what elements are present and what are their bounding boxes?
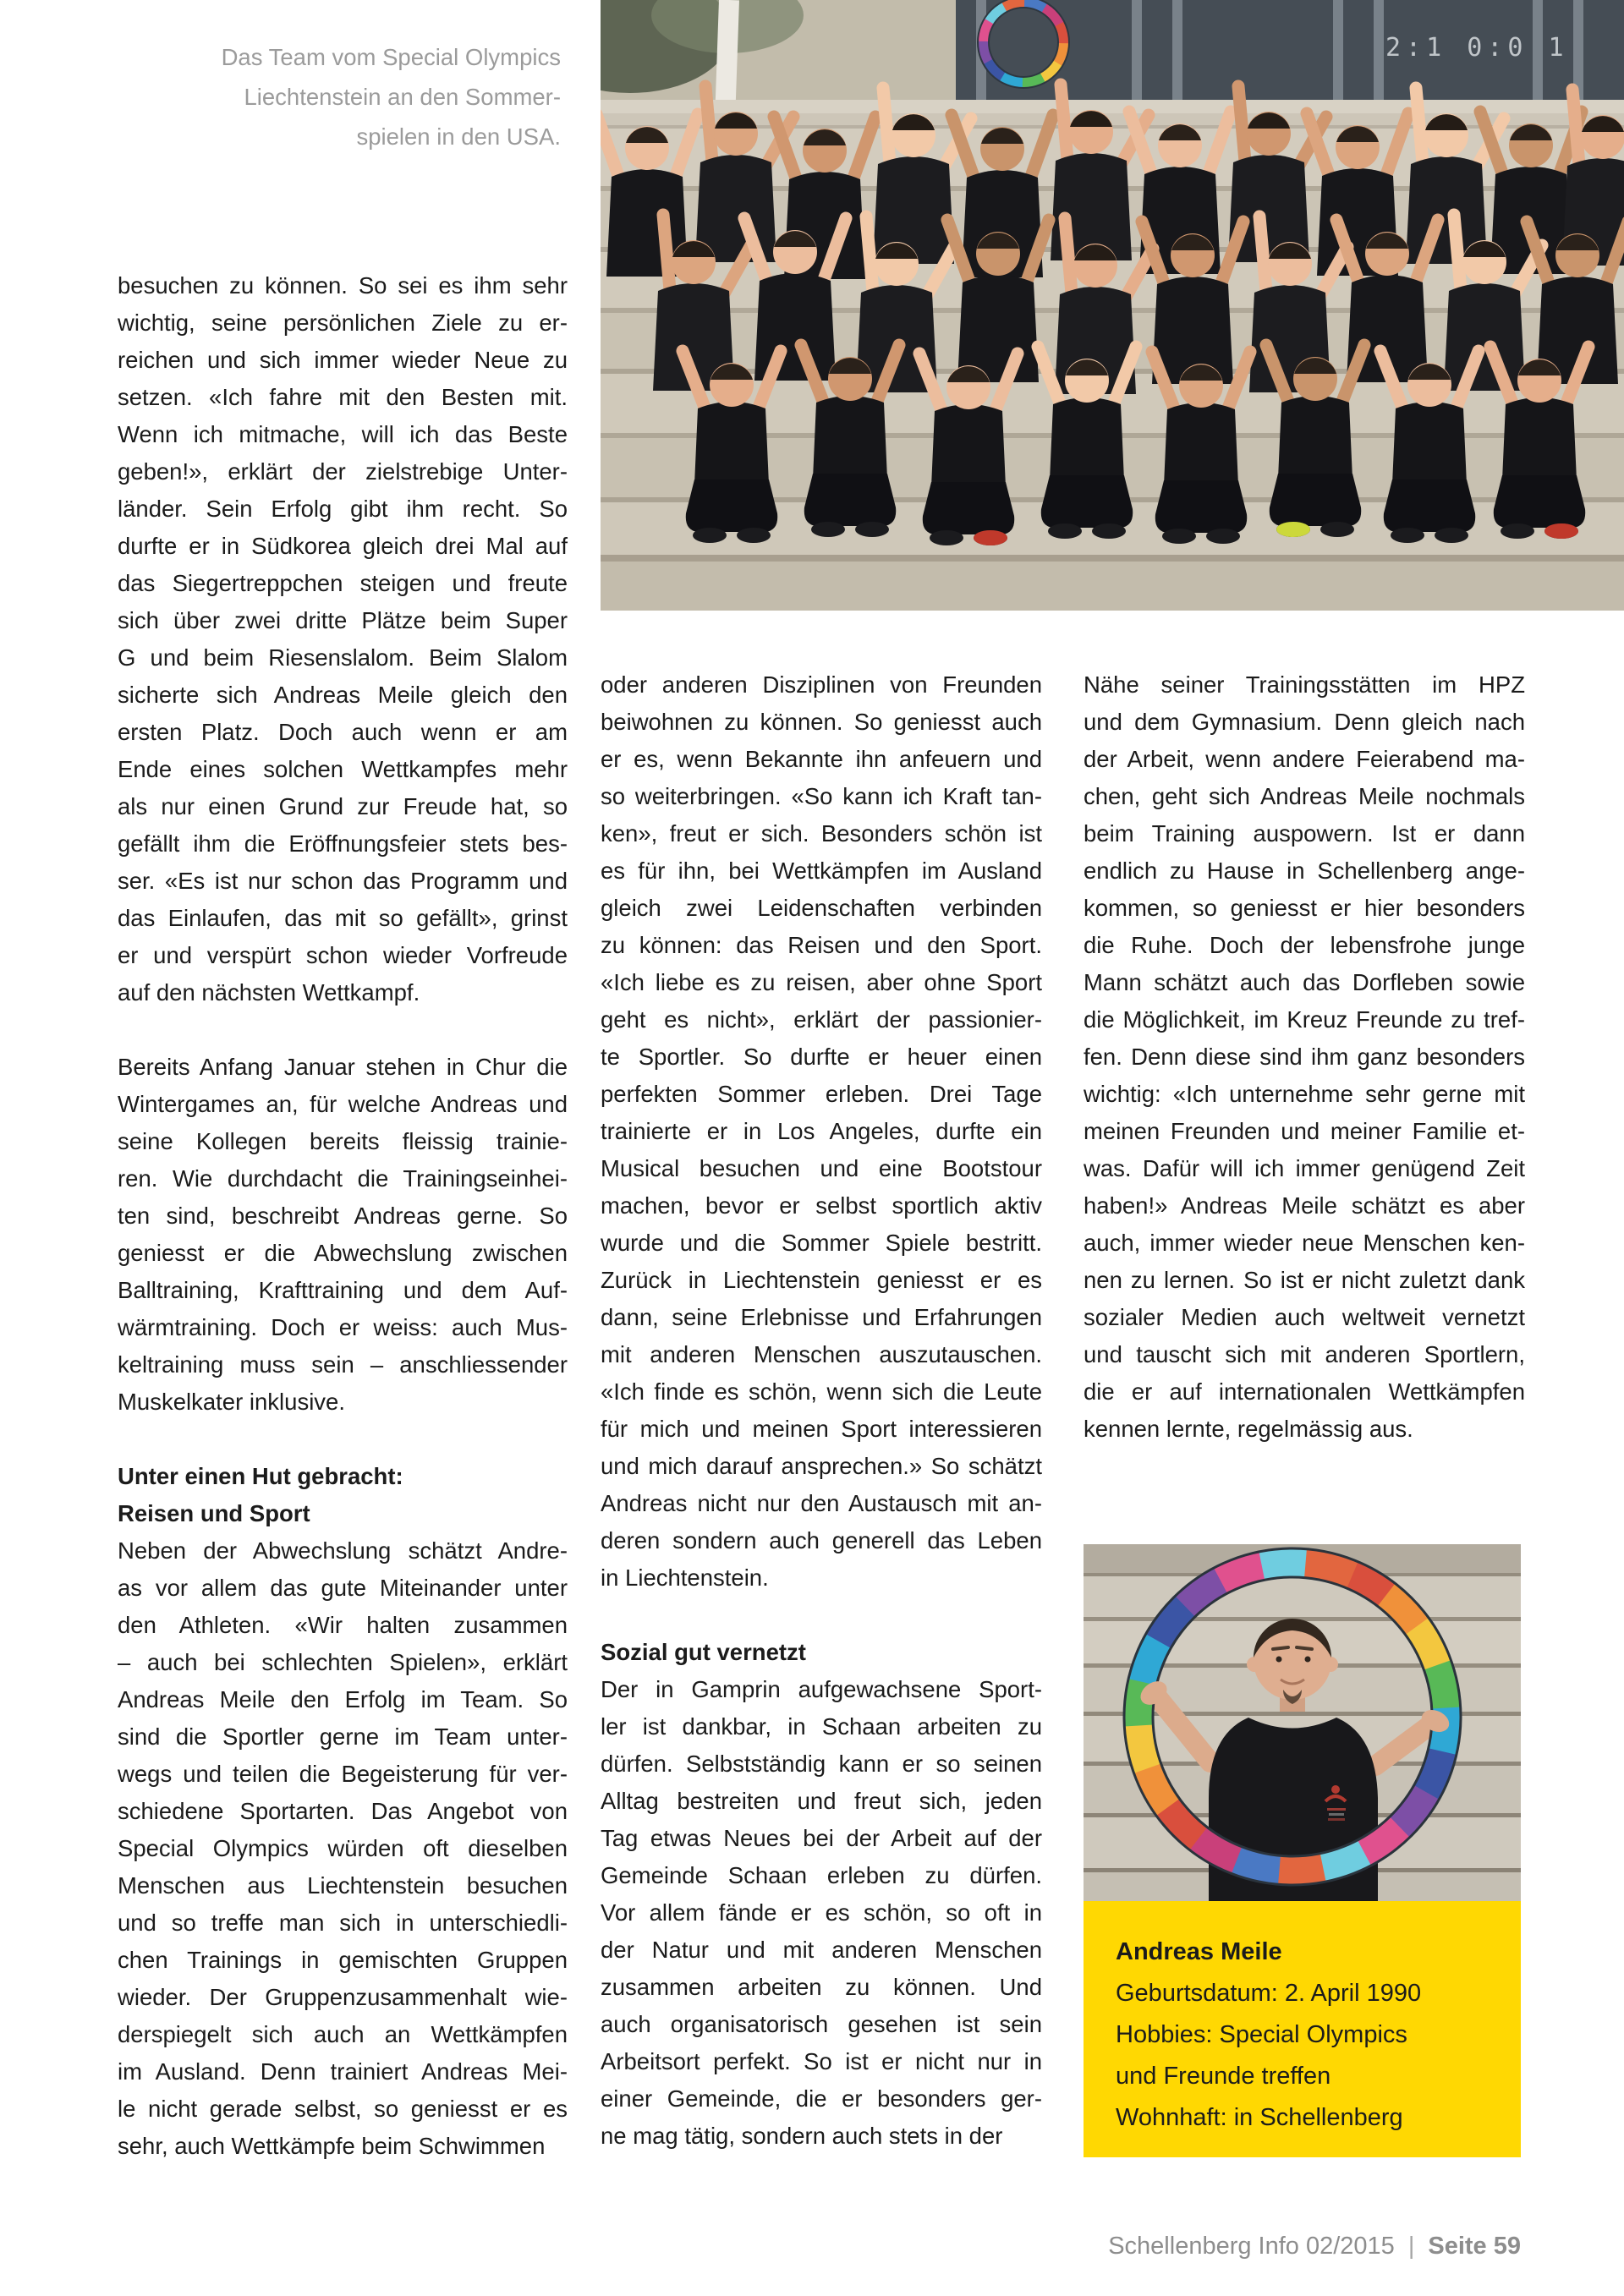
- text-line: sind die Sportler gerne im Team unter-: [118, 1723, 568, 1750]
- text-line: keltraining muss sein – anschliessender: [118, 1351, 568, 1378]
- text-line: Alltag bestreiten und freut sich, jeden: [601, 1788, 1042, 1814]
- text-line: die er auf internationalen Wettkämpfen: [1084, 1378, 1525, 1405]
- portrait-photo-illustration: [1084, 1544, 1521, 1901]
- text-line: sozialer Medien auch weltweit vernetzt: [1084, 1304, 1525, 1330]
- text-line: auch, immer wieder neue Menschen ken-: [1084, 1230, 1525, 1256]
- text-line: geniesst er die Abwechslung zwischen: [118, 1240, 568, 1266]
- text-line: derspiegelt sich auch an Wettkämpfen: [118, 2021, 568, 2047]
- text-line: die Ruhe. Doch der lebensfrohe junge: [1084, 932, 1525, 958]
- text-line: Muskelkater inklusive.: [118, 1389, 345, 1415]
- text-line: einer Gemeinde, die er besonders ger-: [601, 2085, 1042, 2112]
- text-line: Menschen aus Liechtenstein besuchen: [118, 1872, 568, 1899]
- article-section: [601, 1634, 1042, 2155]
- page-footer: [0, 2233, 1521, 2260]
- text-line: im Ausland. Denn trainiert Andreas Mei-: [118, 2058, 568, 2085]
- text-line: setzen. «Ich fahre mit den Besten mit.: [118, 384, 568, 410]
- text-line: fen. Denn diese sind ihm ganz besonders: [1084, 1044, 1525, 1070]
- text-line: sehr, auch Wettkämpfe beim Schwimmen: [118, 2133, 546, 2159]
- text-line: und dem Gymnasium. Denn gleich nach: [1084, 709, 1525, 735]
- text-line: das Siegertreppchen steigen und freute: [118, 570, 568, 596]
- text-line: das Einlaufen, das mit so gefällt», grinst: [118, 905, 568, 931]
- athlete-infobox: [1084, 1901, 1521, 2157]
- paragraph: [601, 1671, 1042, 2155]
- text-line: endlich zu Hause in Schellenberg ange-: [1084, 858, 1525, 884]
- paragraph: [118, 1049, 568, 1421]
- text-line: durfte er in Südkorea gleich drei Mal auf: [118, 533, 568, 559]
- text-line: wichtig: «Ich unternehme sehr gerne mit: [1084, 1081, 1525, 1107]
- text-line: – auch bei schlechten Spielen», erklärt: [118, 1649, 568, 1675]
- text-line: auch organisatorisch gesehen ist sein: [601, 2011, 1042, 2037]
- neon-sneaker: [1276, 522, 1310, 537]
- text-line: dann, seine Erlebnisse und Erfahrungen: [601, 1304, 1042, 1330]
- text-line: er es, wenn Bekannte ihn anfeuern und: [601, 746, 1042, 772]
- text-line: Zurück in Liechtenstein geniesst er es: [601, 1267, 1042, 1293]
- text-line: ler ist dankbar, in Schaan arbeiten zu: [601, 1713, 1042, 1740]
- text-line: Neben der Abwechslung schätzt Andre-: [118, 1537, 568, 1564]
- text-line: nen zu lernen. So ist er nicht zuletzt dank: [1084, 1267, 1525, 1293]
- text-line: Das Team vom Special Olympics: [221, 44, 561, 70]
- text-line: und tauscht sich mit anderen Sportlern,: [1084, 1341, 1525, 1367]
- text-line: Hobbies: Special Olympics: [1116, 2021, 1407, 2048]
- team-photo-illustration: [601, 0, 1624, 611]
- text-line: chen, geht sich Andreas Meile nochmals: [1084, 783, 1525, 809]
- text-line: chen Trainings in gemischten Gruppen: [118, 1947, 568, 1973]
- text-line: Wintergames an, für welche Andreas und: [118, 1091, 568, 1117]
- text-line: Mann schätzt auch das Dorfleben sowie: [1084, 969, 1525, 995]
- paragraph: [118, 267, 568, 1011]
- text-line: perfekten Sommer erleben. Drei Tage: [601, 1081, 1042, 1107]
- paragraph: [601, 666, 1042, 1597]
- text-line: as vor allem das gute Miteinander unter: [118, 1575, 568, 1601]
- text-line: geben!», erklärt der zielstrebige Unter-: [118, 458, 568, 485]
- text-line: den Athleten. «Wir halten zusammen: [118, 1612, 568, 1638]
- page-number: Seite 59: [1428, 2233, 1521, 2260]
- text-line: er und verspürt schon wieder Vorfreude: [118, 942, 568, 968]
- paragraph: [1084, 666, 1525, 1448]
- text-line: deren sondern auch generell das Leben: [601, 1527, 1042, 1553]
- text-line: wieder. Der Gruppenzusammenhalt wie-: [118, 1984, 568, 2010]
- article-section: [118, 1458, 568, 2165]
- text-line: seine Kollegen bereits fleissig trainie-: [118, 1128, 568, 1154]
- text-line: ersten Platz. Doch auch wenn er am: [118, 719, 568, 745]
- text-line: ser. «Es ist nur schon das Programm und: [118, 868, 568, 894]
- text-line: die Möglichkeit, im Kreuz Freunde zu tref-: [1084, 1006, 1525, 1033]
- text-line: Gemeinde Schaan erleben zu dürfen.: [601, 1862, 1042, 1888]
- text-line: wurde und die Sommer Spiele bestritt.: [601, 1230, 1042, 1256]
- text-line: oder anderen Disziplinen von Freunden: [601, 671, 1042, 698]
- text-line: auf den nächsten Wettkampf.: [118, 979, 420, 1006]
- photo-caption: [118, 37, 561, 156]
- text-line: wichtig, seine persönlichen Ziele zu er-: [118, 310, 568, 336]
- text-line: Special Olympics würden oft dieselben: [118, 1835, 568, 1861]
- text-line: und Freunde treffen: [1116, 2063, 1331, 2090]
- text-line: haben!» Andreas Meile schätzt es aber: [1084, 1192, 1525, 1219]
- text-line: schiedene Sportarten. Das Angebot von: [118, 1798, 568, 1824]
- text-line: Bereits Anfang Januar stehen in Chur die: [118, 1054, 568, 1080]
- article-column-1: [118, 267, 568, 2165]
- text-line: sicherte sich Andreas Meile gleich den: [118, 682, 568, 708]
- text-line: sich über zwei dritte Plätze beim Super: [118, 607, 568, 633]
- text-line: Tag etwas Neues bei der Arbeit auf der: [601, 1825, 1042, 1851]
- text-line: kommen, so geniesst er hier besonders: [1084, 895, 1525, 921]
- text-line: zu können: das Reisen und den Sport.: [601, 932, 1042, 958]
- text-line: der Natur und mit anderen Menschen: [601, 1937, 1042, 1963]
- text-line: beim Training auspowern. Ist er dann: [1084, 820, 1525, 847]
- text-line: kennen lernte, regelmässig aus.: [1084, 1416, 1413, 1442]
- text-line: ten sind, beschreibt Andreas gerne. So: [118, 1203, 568, 1229]
- text-line: ken», freut er sich. Besonders schön ist: [601, 820, 1042, 847]
- text-line: te Sportler. So durfte er heuer einen: [601, 1044, 1042, 1070]
- text-line: le nicht gerade selbst, so geniesst er es: [118, 2096, 568, 2122]
- text-line: es für ihn, bei Wettkämpfen im Ausland: [601, 858, 1042, 884]
- text-line: was. Dafür will ich immer genügend Zeit: [1084, 1155, 1525, 1181]
- text-line: Sozial gut vernetzt: [601, 1639, 806, 1665]
- paragraph: [118, 1532, 568, 2165]
- text-line: Liechtenstein an den Sommer-: [244, 84, 561, 110]
- team-photo: [601, 0, 1624, 611]
- publication-title: Schellenberg Info 02/2015: [1108, 2233, 1395, 2260]
- text-line: geht es nicht», erklärt der passionier-: [601, 1006, 1042, 1033]
- text-line: so weiterbringen. «So kann ich Kraft tan-: [601, 783, 1042, 809]
- text-line: ne mag tätig, sondern auch stets in der: [601, 2123, 1003, 2149]
- red-sneaker: [1544, 523, 1578, 539]
- text-line: der Arbeit, wenn andere Feierabend ma-: [1084, 746, 1525, 772]
- text-line: beiwohnen zu können. So geniesst auch: [601, 709, 1042, 735]
- text-line: besuchen zu können. So sei es ihm sehr: [118, 272, 568, 299]
- text-line: Der in Gamprin aufgewachsene Sport-: [601, 1676, 1042, 1702]
- text-line: Nähe seiner Trainingsstätten im HPZ: [1084, 671, 1525, 698]
- text-line: gleich zwei Leidenschaften verbinden: [601, 895, 1042, 921]
- text-line: ren. Wie durchdacht die Trainingseinhei-: [118, 1165, 568, 1192]
- athlete-facts: [1116, 1973, 1521, 2139]
- text-line: Musical besuchen und eine Bootstour: [601, 1155, 1042, 1181]
- text-line: trainierte er in Los Angeles, durfte ein: [601, 1118, 1042, 1144]
- text-line: reichen und sich immer wieder Neue zu: [118, 347, 568, 373]
- text-line: Balltraining, Krafttraining und dem Auf-: [118, 1277, 568, 1303]
- text-line: spielen in den USA.: [356, 123, 561, 150]
- text-line: Andreas nicht nur den Austausch mit an-: [601, 1490, 1042, 1516]
- section-heading: [601, 1634, 1042, 1671]
- scoreboard-digits: 2:1 0:0 1: [1385, 33, 1569, 63]
- text-line: und so treffe man sich in unterschiedli-: [118, 1910, 568, 1936]
- section-heading: [118, 1458, 568, 1532]
- text-line: meinen Freunden und meiner Familie et-: [1084, 1118, 1525, 1144]
- red-sneaker: [974, 530, 1007, 545]
- text-line: für mich und meinen Sport interessieren: [601, 1416, 1042, 1442]
- text-line: Vor allem fände er es schön, so oft in: [601, 1899, 1042, 1926]
- text-line: dürfen. Selbstständig kann er so seinen: [601, 1751, 1042, 1777]
- text-line: gefällt ihm die Eröffnungsfeier stets bes-: [118, 830, 568, 857]
- text-line: in Liechtenstein.: [601, 1564, 769, 1591]
- text-line: Arbeitsort perfekt. So ist er nicht nur in: [601, 2048, 1042, 2074]
- text-line: mit anderen Menschen auszutauschen.: [601, 1341, 1042, 1367]
- text-line: Reisen und Sport: [118, 1500, 310, 1526]
- text-line: G und beim Riesenslalom. Beim Slalom: [118, 644, 568, 671]
- article-column-2: [601, 666, 1042, 2155]
- text-line: «Ich liebe es zu reisen, aber ohne Sport: [601, 969, 1042, 995]
- text-line: Unter einen Hut gebracht:: [118, 1463, 403, 1489]
- athlete-name: Andreas Meile: [1116, 1938, 1282, 1965]
- text-line: zusammen arbeiten zu können. Und: [601, 1974, 1042, 2000]
- text-line: machen, bevor er selbst sportlich aktiv: [601, 1192, 1042, 1219]
- text-line: Ende eines solchen Wettkampfes mehr: [118, 756, 568, 782]
- footer-separator: |: [1407, 2233, 1415, 2260]
- text-line: wegs und teilen die Begeisterung für ver-: [118, 1761, 568, 1787]
- text-line: Wenn ich mitmache, will ich das Beste: [118, 421, 568, 447]
- text-line: wärmtraining. Doch er weiss: auch Mus-: [118, 1314, 568, 1340]
- text-line: länder. Sein Erfolg gibt ihm recht. So: [118, 496, 568, 522]
- article-column-3: [1084, 666, 1525, 1448]
- text-line: Wohnhaft: in Schellenberg: [1116, 2104, 1403, 2131]
- text-line: Geburtsdatum: 2. April 1990: [1116, 1980, 1422, 2007]
- text-line: Andreas Meile den Erfolg im Team. So: [118, 1686, 568, 1712]
- text-line: als nur einen Grund zur Freude hat, so: [118, 793, 568, 819]
- text-line: «Ich finde es schön, wenn sich die Leute: [601, 1378, 1042, 1405]
- portrait-photo: [1084, 1544, 1521, 1901]
- text-line: und mich darauf ansprechen.» So schätzt: [601, 1453, 1042, 1479]
